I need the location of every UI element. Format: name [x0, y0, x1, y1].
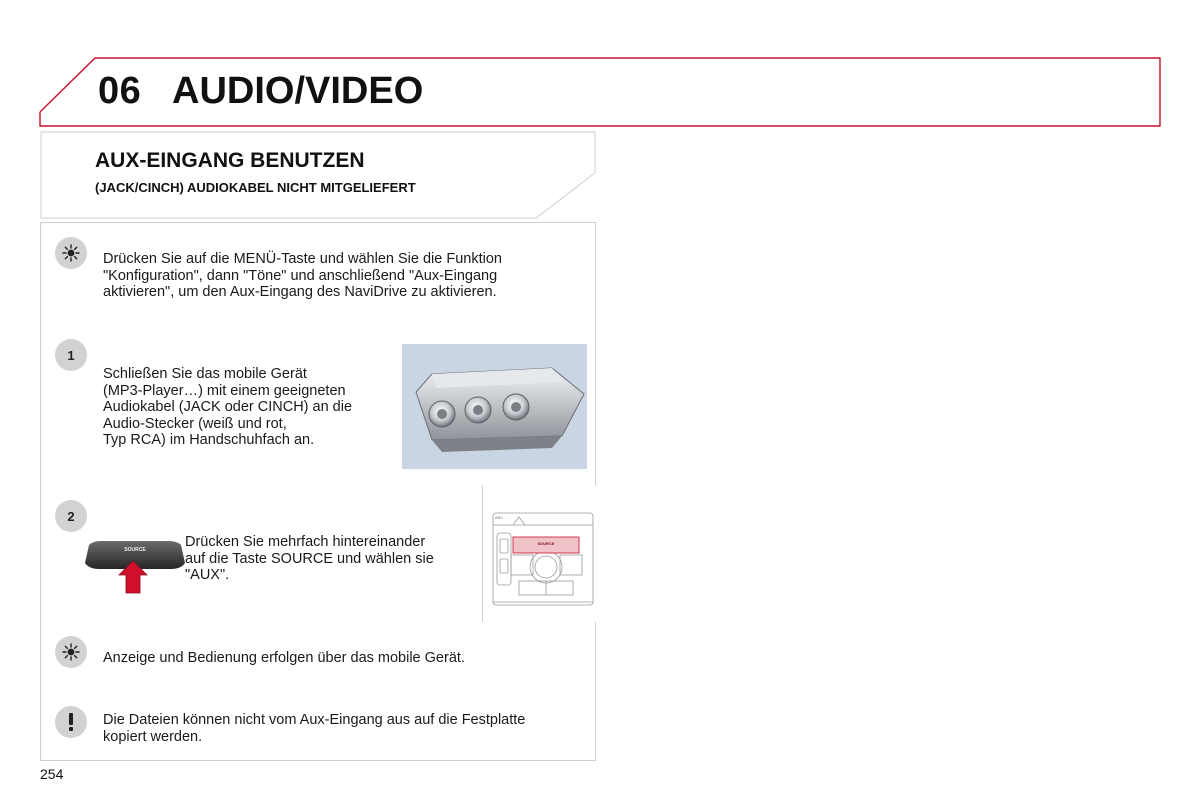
info-panel-menu-tip	[40, 222, 596, 327]
section-subtitle: (JACK/CINCH) AUDIOKABEL NICHT MITGELIEFERT	[95, 180, 416, 195]
source-button-label: SOURCE	[124, 547, 146, 553]
exclamation-icon	[55, 706, 87, 738]
chapter-title: AUDIO/VIDEO	[172, 70, 424, 112]
lightbulb-icon	[55, 237, 87, 269]
warning-panel	[40, 690, 596, 761]
source-button-illustration	[85, 539, 185, 597]
panel-text: Schließen Sie das mobile Gerät (MP3-Player…) mit einem geeigneten Audiokabel (JACK oder CINCH) an die Audio-Stecker (weiß und rot, Typ RCA) im Handschuhfach an.	[103, 366, 353, 448]
panel-text: Drücken Sie auf die MENÜ-Taste und wählen Sie die Funktion "Konfiguration", dann "Töne" und anschließend "Aux-Eingang aktivieren", um den Aux-Eingang des NaviDrive zu aktivieren.	[103, 251, 502, 300]
section-title-frame	[40, 131, 596, 219]
chapter-number: 06	[98, 70, 142, 112]
glovebox-audio-jacks-image	[402, 344, 587, 469]
console-source-label: SOURCE	[537, 541, 555, 546]
lightbulb-icon	[55, 636, 87, 668]
panel-text: Anzeige und Bedienung erfolgen über das mobile Gerät.	[103, 650, 465, 666]
panel-text: Drücken Sie mehrfach hintereinander auf die Taste SOURCE und wählen sie "AUX".	[185, 534, 434, 583]
step-panel-1	[40, 325, 596, 486]
radio-console-image	[482, 485, 596, 622]
step-panel-2	[40, 485, 596, 623]
section-title: AUX-EINGANG BENUTZEN	[95, 149, 365, 172]
panel-text: Die Dateien können nicht vom Aux-Eingang aus auf die Festplatte kopiert werden.	[103, 712, 526, 745]
step-number-badge: 1	[55, 339, 87, 371]
info-panel-display-tip	[40, 622, 596, 691]
svg-text:ABC: ABC	[495, 515, 504, 520]
page-number: 254	[40, 766, 64, 782]
step-number-badge: 2	[55, 500, 87, 532]
